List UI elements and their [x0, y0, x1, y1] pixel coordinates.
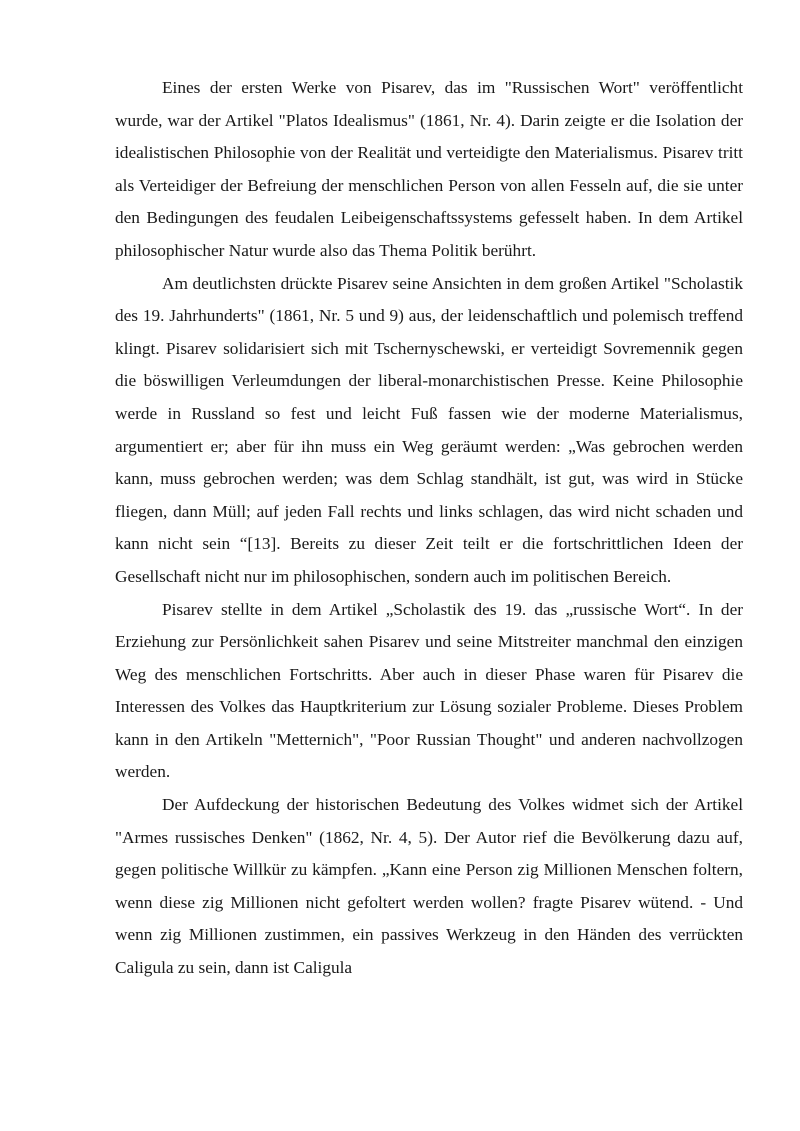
- paragraph-1: Eines der ersten Werke von Pisarev, das im "Russischen Wort" veröffentlicht wurde, war der Artikel "Platos Idealismus" (1861, Nr. 4). Darin zeigte er die Isolation der idealistischen Philosophie von der Realität und verteidigte den Materialismus. Pisarev tritt als Verteidiger der Befreiung der menschlichen Person von allen Fesseln auf, die sie unter den Bedingungen des feudalen Leibeigenschaftssystems gefesselt haben. In dem Artikel philosophischer Natur wurde also das Thema Politik berührt.: [115, 78, 743, 260]
- body-text: [115, 72, 743, 985]
- paragraph-4: Der Aufdeckung der historischen Bedeutung des Volkes widmet sich der Artikel "Armes russisches Denken" (1862, Nr. 4, 5). Der Autor rief die Bevölkerung dazu auf, gegen politische Willkür zu kämpfen. „Kann eine Person zig Millionen Menschen foltern, wenn diese zig Millionen nicht gefoltert werden wollen? fragte Pisarev wütend. - Und wenn zig Millionen zustimmen, ein passives Werkzeug in den Händen des verrückten Caligula zu sein, dann ist Caligula: [115, 795, 743, 978]
- paragraph-3: Pisarev stellte in dem Artikel „Scholastik des 19. das „russische Wort“. In der Erziehung zur Persönlichkeit sahen Pisarev und seine Mitstreiter manchmal den einzigen Weg des menschlichen Fortschritts. Aber auch in dieser Phase waren für Pisarev die Interessen des Volkes das Hauptkriterium zur Lösung sozialer Probleme. Dieses Problem kann in den Artikeln "Metternich", "Poor Russian Thought" und anderen nachvollzogen werden.: [115, 599, 743, 782]
- paragraph-2: Am deutlichsten drückte Pisarev seine Ansichten in dem großen Artikel "Scholastik des 19. Jahrhunderts" (1861, Nr. 5 und 9) aus, der leidenschaftlich und polemisch treffend klingt. Pisarev solidarisiert sich mit Tschernyschewski, er verteidigt Sovremennik gegen die böswilligen Verleumdungen der liberal-monarchistischen Presse. Keine Philosophie werde in Russland so fest und leicht Fuß fassen wie der moderne Materialismus, argumentiert er; aber für ihn muss ein Weg geräumt werden: „Was gebrochen werden kann, muss gebrochen werden; was dem Schlag standhält, ist gut, was wird in Stücke fliegen, dann Müll; auf jeden Fall rechts und links schlagen, das wird nicht schaden und kann nicht sein “[13]. Bereits zu dieser Zeit teilt er die fortschrittlichen Ideen der Gesellschaft nicht nur im philosophischen, sondern auch im politischen Bereich.: [115, 273, 743, 586]
